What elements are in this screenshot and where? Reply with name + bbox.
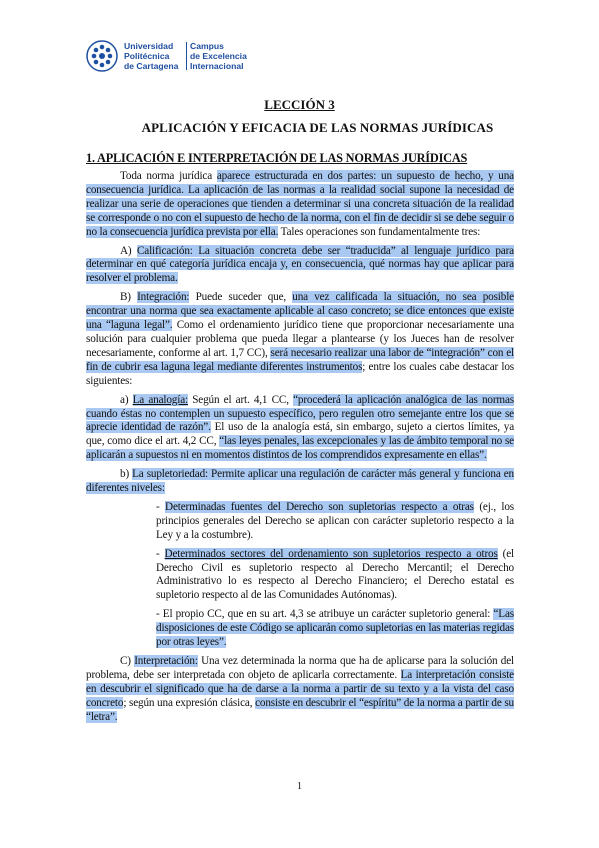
section-title: 1. APLICACIÓN E INTERPRETACIÓN DE LAS NORMAS JURÍDICAS (86, 151, 468, 165)
paragraph-calificacion: A) Calificación: La situación concreta debe ser “traducida” al lenguaje jurídico para determinar en qué categoría jurídica encaja y, en consecuencia, qué normas hay que aplicar para resolver el problema. (86, 244, 514, 285)
university-logo (86, 40, 256, 76)
list-item-fuentes: - Determinadas fuentes del Derecho son supletorias respecto a otras (ej., los principios generales del Derecho se aplican con carácter supletorio respecto a la Ley y a la costumbre). (156, 500, 514, 541)
lesson-title: LECCIÓN 3 (264, 97, 335, 112)
paragraph-integracion: B) Integración: Puede suceder que, una vez calificada la situación, no sea posible encontrar una norma que sea exactamente aplicable al caso concreto; se dice entonces que existe una “laguna legal”. Como el ordenamiento jurídico tiene que proporcionar necesariamente una solución para cualquier problema que pueda llegar a plantearse (y los Jueces han de resolver necesariamente, conforme al art. 1,7 CC), será necesario realizar una labor de “integración” con el fin de cubrir esa laguna legal mediante diferentes instrumentos; entre los cuales cabe destacar los siguientes: (86, 291, 515, 387)
logo-divider (186, 42, 187, 70)
lesson-subtitle: APLICACIÓN Y EFICACIA DE LAS NORMAS JURÍDICAS (141, 120, 494, 135)
campus-name: Campus de Excelencia Internacional (190, 41, 247, 71)
paragraph-supletoriedad: b) La supletoriedad: Permite aplicar una regulación de carácter más general y funciona en diferentes niveles: (86, 468, 514, 495)
university-name: Universidad Politécnica de Cartagena (124, 41, 179, 71)
list-item-codigo-civil: - El propio CC, que en su art. 4,3 se atribuye un carácter supletorio general: “Las disposiciones de este Código se aplicarán como supletorias en las materias regidas por otras leyes”. (156, 608, 514, 649)
paragraph-intro: Toda norma jurídica aparece estructurada en dos partes: un supuesto de hecho, y una consecuencia jurídica. La aplicación de las normas a la realidad social supone la necesidad de realizar una serie de operaciones que tienden a determinar si una concreta situación de la realidad se corresponde o no con el supuesto de hecho de la norma, con el fin de decidir si se debe seguir o no la consecuencia jurídica prevista por ella. Tales operaciones son fundamentalmente tres: (86, 170, 514, 238)
page-number: 1 (297, 781, 302, 792)
paragraph-interpretacion: C) Interpretación: Una vez determinada la norma que ha de aplicarse para la solución del problema, debe ser interpretada con objeto de aplicarla correctamente. La interpretación consiste en descubrir el significado que ha de darse a la norma a partir de su texto y a la vista del caso concreto; según una expresión clásica, consiste en descubrir el “espíritu” de la norma a partir de su “letra”. (86, 655, 514, 723)
paragraph-analogia: a) La analogía: Según el art. 4,1 CC, “procederá la aplicación analógica de las normas cuando éstas no contemplen un supuesto específico, pero regulen otro semejante entre los que se aprecie identidad de razón”. El uso de la analogía está, sin embargo, sujeto a ciertos límites, ya que, como dice el art. 4,2 CC, “las leyes penales, las excepcionales y las de ámbito temporal no se aplicarán a supuestos ni en momentos distintos de los comprendidos expresamente en ellas”. (86, 393, 515, 462)
document-body (86, 170, 514, 730)
upct-emblem-icon (86, 40, 118, 72)
list-item-sectores: - Determinados sectores del ordenamiento son supletorios respecto a otros (el Derecho Civil es supletorio respecto al Derecho Mercantil; el Derecho Administrativo lo es respecto al Derecho Financiero; el Derecho estatal es supletorio respecto al de las Comunidades Autónomas). (156, 547, 514, 602)
